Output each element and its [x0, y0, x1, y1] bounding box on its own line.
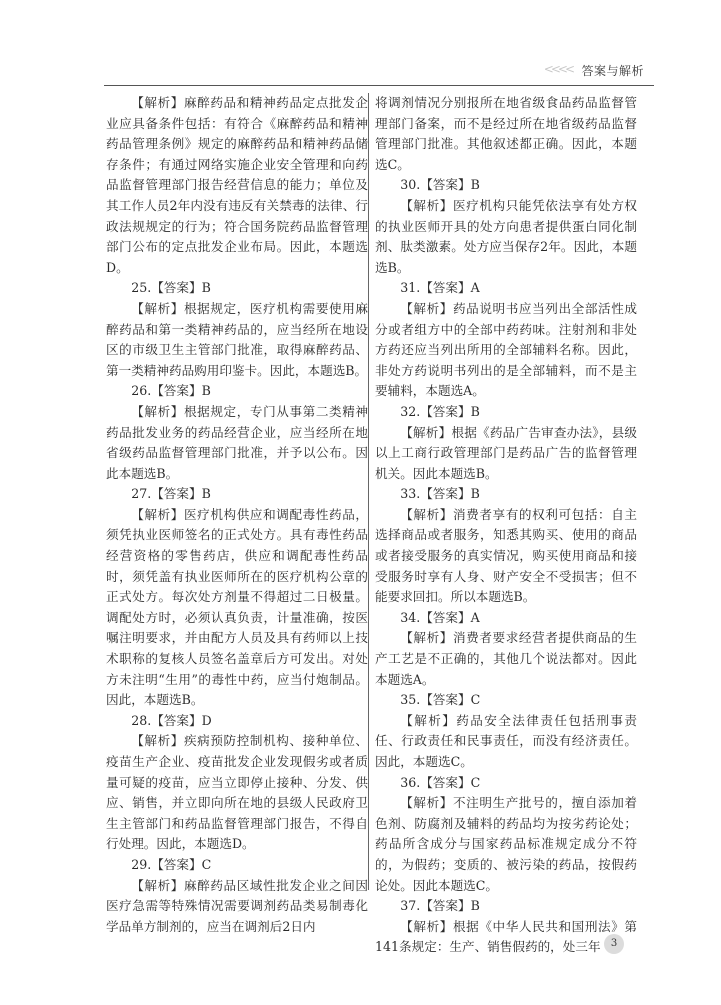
explanation-paragraph: 【解析】麻醉药品和精神药品定点批发企业应具备条件包括：有符合《麻醉药品和精神药品管理条例》规定的麻醉药品和精神药品储存条件；有通过网络实施企业安全管理和向药品监督管理部门报告经营信息的能力；单位及其工作人员2年内没有违反有关禁毒的法律、行政法规规定的行为；符合国务院药品监督管理部门公布的定点批发企业布局。因此，本题选D。	[106, 95, 368, 275]
explanation-paragraph: 【解析】药品说明书应当列出全部活性成分或者组方中的全部中药药味。注射剂和非处方药还应当列出所用的全部辅料名称。因此，非处方药说明书列出的是全部辅料，而不是主要辅料，本题选A。	[375, 300, 637, 399]
page-number-badge: 3	[604, 934, 624, 954]
explanation-paragraph: 【解析】根据《药品广告审查办法》，县级以上工商行政管理部门是药品广告的监督管理机关。因此本题选B。	[375, 424, 637, 481]
answer-line: 30.【答案】B	[400, 177, 480, 193]
explanation-continuation: 将调剂情况分别报所在地省级食品药品监督管理部门备案，而不是经过所在地省级药品监督管理部门批准。其他叙述都正确。因此，本题选C。	[375, 95, 637, 172]
right-column	[375, 93, 637, 958]
explanation-paragraph: 【解析】消费者享有的权利可包括：自主选择商品或者服务，知悉其购买、使用的商品或者接受服务的真实情况，购买使用商品和接受服务时享有人身、财产安全不受损害；但不能要求回扣。所以本题选B。	[375, 506, 637, 605]
answer-line: 35.【答案】C	[400, 692, 481, 708]
header-rule	[104, 85, 654, 86]
answer-line: 37.【答案】B	[400, 898, 480, 914]
explanation-paragraph: 【解析】根据《中华人民共和国刑法》第141条规定：生产、销售假药的，处三年	[375, 918, 637, 955]
left-column	[106, 93, 368, 937]
answer-line: 34.【答案】A	[400, 609, 480, 625]
answer-line: 28.【答案】D	[131, 712, 212, 728]
column-divider	[368, 93, 369, 890]
answer-line: 25.【答案】B	[131, 280, 211, 296]
answer-line: 29.【答案】C	[131, 856, 212, 872]
running-header	[104, 60, 654, 86]
explanation-paragraph: 【解析】不注明生产批号的，擅自添加着色剂、防腐剂及辅料的药品均为按劣药论处；药品所含成分与国家药品标准规定成分不符的，为假药；变质的、被污染的药品，按假药论处。因此本题选C。	[375, 795, 637, 893]
answer-line: 36.【答案】C	[400, 774, 481, 790]
explanation-paragraph: 【解析】疾病预防控制机构、接种单位、疫苗生产企业、疫苗批发企业发现假劣或者质量可疑的疫苗，应当立即停止接种、分发、供应、销售，并立即向所在地的县级人民政府卫生主管部门和药品监督管理部门报告，不得自行处理。因此，本题选D。	[106, 733, 368, 852]
answer-line: 27.【答案】B	[131, 486, 211, 502]
section-title: 答案与解析	[581, 64, 644, 78]
explanation-paragraph: 【解析】根据规定，专门从事第二类精神药品批发业务的药品经营企业，应当经所在地省级药品监督管理部门批准，并予以公布。因此本题选B。	[106, 403, 368, 481]
explanation-paragraph: 【解析】医疗机构供应和调配毒性药品，须凭执业医师签名的正式处方。具有毒性药品经营资格的零售药店，供应和调配毒性药品时，须凭盖有执业医师所在的医疗机构公章的正式处方。每次处方剂量不得超过二日极量。调配处方时，必须认真负责，计量准确，按医嘱注明要求，并由配方人员及具有药师以上技术职称的复核人员签名盖章后方可发出。对处方未注明“生用”的毒性中药，应当付炮制品。因此，本题选B。	[106, 506, 368, 708]
chevron-left-icon: <<<<	[543, 62, 572, 76]
answer-line: 32.【答案】B	[400, 403, 480, 419]
explanation-paragraph: 【解析】医疗机构只能凭依法享有处方权的执业医师开具的处方向患者提供蛋白同化制剂、肽类激素。处方应当保存2年。因此，本题选B。	[375, 197, 637, 275]
explanation-paragraph: 【解析】消费者要求经营者提供商品的生产工艺是不正确的，其他几个说法都对。因此本题选A。	[375, 630, 637, 687]
explanation-paragraph: 【解析】药品安全法律责任包括刑事责任、行政责任和民事责任，而没有经济责任。因此，本题选C。	[375, 712, 637, 769]
explanation-paragraph: 【解析】根据规定，医疗机构需要使用麻醉药品和第一类精神药品的，应当经所在地设区的市级卫生主管部门批准，取得麻醉药品、第一类精神药品购用印鉴卡。因此，本题选B。	[106, 300, 368, 378]
answer-line: 33.【答案】B	[400, 486, 480, 502]
explanation-paragraph: 【解析】麻醉药品区域性批发企业之间因医疗急需等特殊情况需要调剂药品类易制毒化学品单方制剂的，应当在调剂后2日内	[106, 877, 368, 934]
answer-line: 31.【答案】A	[400, 280, 480, 296]
answer-line: 26.【答案】B	[131, 383, 211, 399]
